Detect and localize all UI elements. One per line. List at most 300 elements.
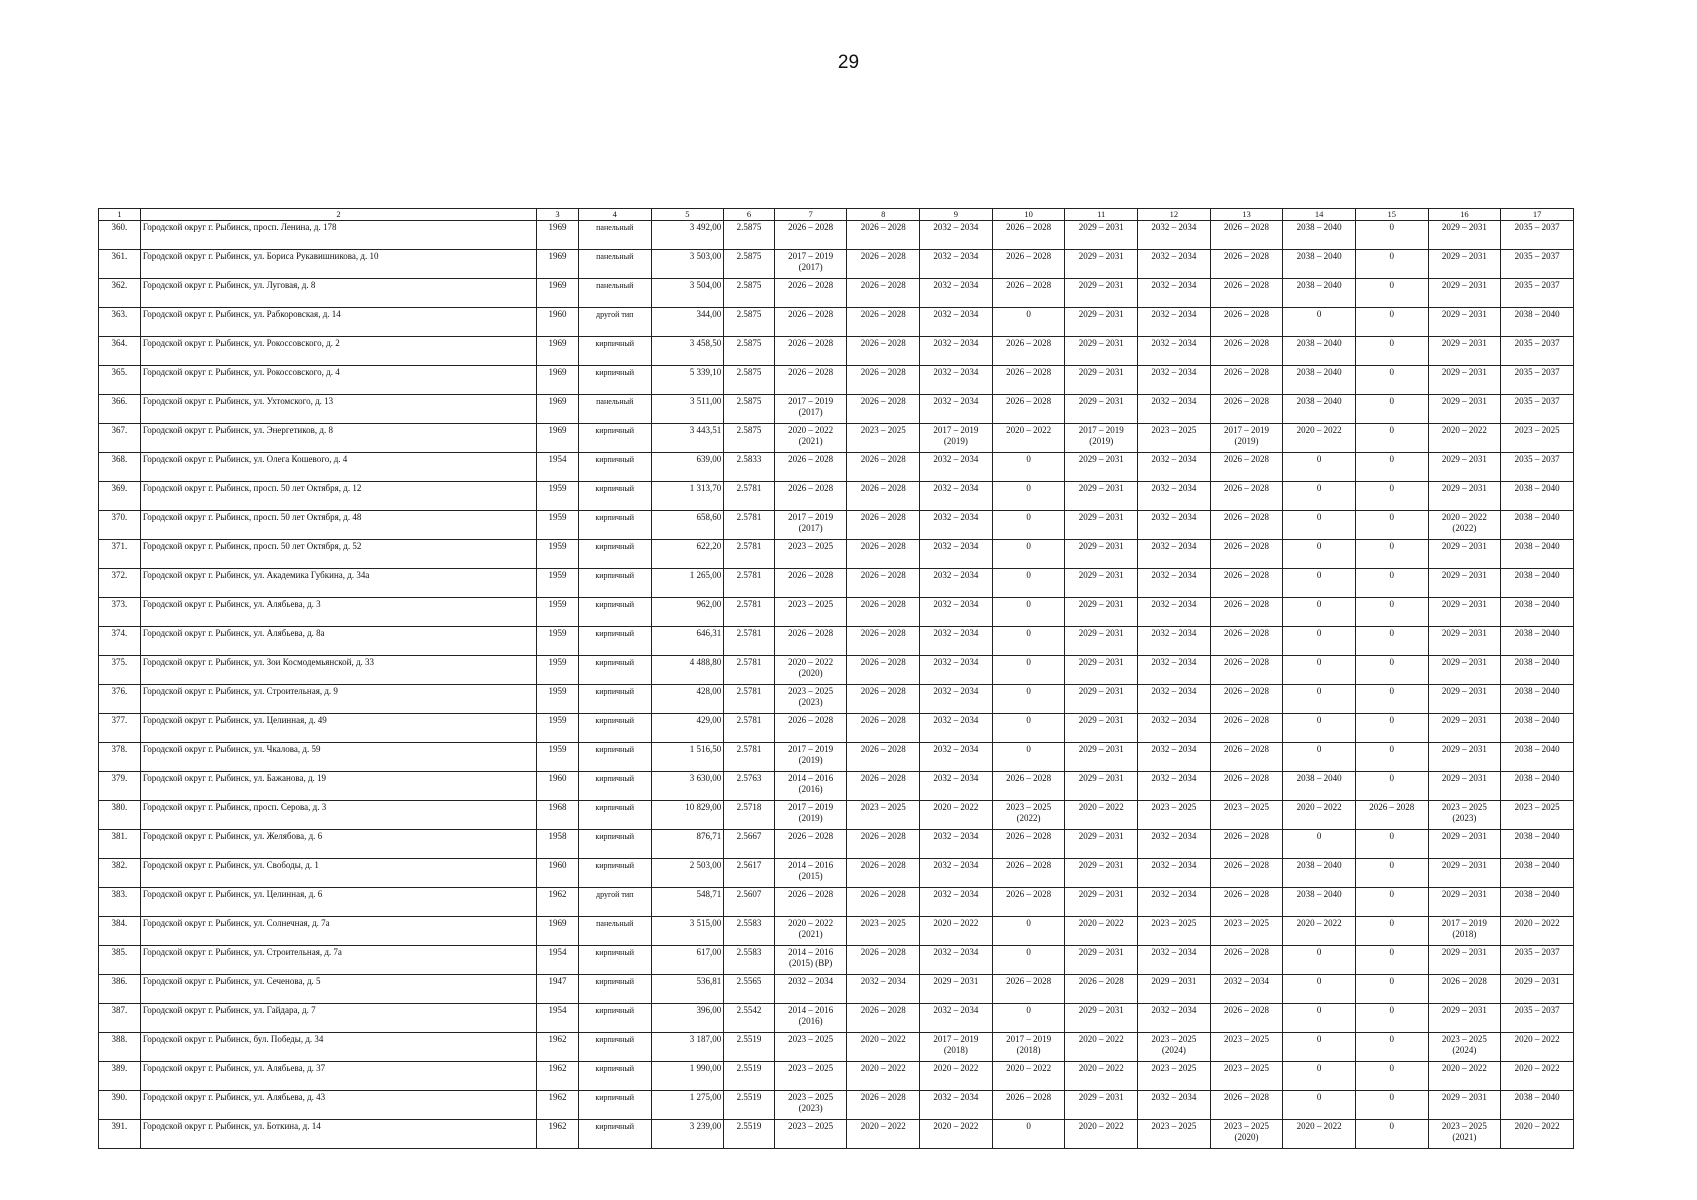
table-cell-col-4: кирпичный xyxy=(578,598,651,627)
table-cell-col-5: 2 503,00 xyxy=(651,859,724,888)
table-cell-col-4: кирпичный xyxy=(578,1004,651,1033)
table-cell-col-15: 0 xyxy=(1355,308,1428,337)
table-cell-col-12: 2032 – 2034 xyxy=(1138,250,1211,279)
table-cell-col-13: 2026 – 2028 xyxy=(1210,308,1283,337)
table-cell-col-16: 2029 – 2031 xyxy=(1428,279,1501,308)
table-cell-col-10: 2026 – 2028 xyxy=(992,975,1065,1004)
table-row xyxy=(99,250,1574,279)
table-cell-col-6: 2.5781 xyxy=(724,656,775,685)
table-cell-col-2: Городской округ г. Рыбинск, ул. Академика Губкина, д. 34а xyxy=(140,569,536,598)
table-cell-col-8: 2026 – 2028 xyxy=(847,453,920,482)
table-cell-col-4: панельный xyxy=(578,917,651,946)
table-cell-col-1: 361. xyxy=(99,250,141,279)
table-cell-col-17: 2038 – 2040 xyxy=(1501,308,1574,337)
table-cell-col-10: 2026 – 2028 xyxy=(992,888,1065,917)
table-cell-col-5: 5 339,10 xyxy=(651,366,724,395)
table-cell-col-4: кирпичный xyxy=(578,685,651,714)
table-cell-col-16: 2029 – 2031 xyxy=(1428,453,1501,482)
table-cell-col-6: 2.5875 xyxy=(724,395,775,424)
table-cell-col-9: 2032 – 2034 xyxy=(920,830,993,859)
table-row xyxy=(99,308,1574,337)
table-cell-col-4: кирпичный xyxy=(578,627,651,656)
table-cell-col-8: 2020 – 2022 xyxy=(847,1120,920,1149)
table-cell-col-17: 2038 – 2040 xyxy=(1501,772,1574,801)
table-cell-col-3: 1968 xyxy=(537,801,579,830)
table-cell-col-15: 0 xyxy=(1355,221,1428,250)
table-cell-col-3: 1962 xyxy=(537,1120,579,1149)
table-cell-col-12: 2032 – 2034 xyxy=(1138,888,1211,917)
table-cell-col-15: 0 xyxy=(1355,830,1428,859)
table-cell-col-14: 2020 – 2022 xyxy=(1283,424,1356,453)
table-cell-col-3: 1969 xyxy=(537,917,579,946)
table-cell-col-14: 2038 – 2040 xyxy=(1283,221,1356,250)
table-cell-col-15: 0 xyxy=(1355,714,1428,743)
table-cell-col-17: 2035 – 2037 xyxy=(1501,395,1574,424)
table-cell-col-10: 0 xyxy=(992,1120,1065,1149)
table-cell-col-6: 2.5519 xyxy=(724,1062,775,1091)
table-cell-col-16: 2017 – 2019 (2018) xyxy=(1428,917,1501,946)
table-cell-col-5: 3 458,50 xyxy=(651,337,724,366)
table-cell-col-8: 2026 – 2028 xyxy=(847,714,920,743)
table-cell-col-17: 2035 – 2037 xyxy=(1501,453,1574,482)
table-cell-col-11: 2029 – 2031 xyxy=(1065,685,1138,714)
table-cell-col-7: 2023 – 2025 xyxy=(774,1062,847,1091)
table-cell-col-16: 2029 – 2031 xyxy=(1428,569,1501,598)
table-cell-col-12: 2032 – 2034 xyxy=(1138,1004,1211,1033)
table-cell-col-7: 2032 – 2034 xyxy=(774,975,847,1004)
housing-registry-table xyxy=(98,208,1574,1149)
table-cell-col-16: 2029 – 2031 xyxy=(1428,1004,1501,1033)
table-cell-col-2: Городской округ г. Рыбинск, просп. Серова, д. 3 xyxy=(140,801,536,830)
table-cell-col-6: 2.5781 xyxy=(724,685,775,714)
table-cell-col-7: 2020 – 2022 (2021) xyxy=(774,917,847,946)
table-cell-col-11: 2029 – 2031 xyxy=(1065,221,1138,250)
table-cell-col-2: Городской округ г. Рыбинск, ул. Ухтомского, д. 13 xyxy=(140,395,536,424)
column-number-1: 1 xyxy=(99,209,141,221)
table-cell-col-1: 366. xyxy=(99,395,141,424)
table-cell-col-15: 0 xyxy=(1355,743,1428,772)
table-cell-col-13: 2026 – 2028 xyxy=(1210,743,1283,772)
table-cell-col-11: 2020 – 2022 xyxy=(1065,917,1138,946)
table-cell-col-2: Городской округ г. Рыбинск, ул. Целинная, д. 49 xyxy=(140,714,536,743)
table-cell-col-16: 2029 – 2031 xyxy=(1428,337,1501,366)
table-cell-col-2: Городской округ г. Рыбинск, ул. Свободы, д. 1 xyxy=(140,859,536,888)
table-cell-col-15: 0 xyxy=(1355,424,1428,453)
table-cell-col-8: 2020 – 2022 xyxy=(847,1062,920,1091)
table-cell-col-4: кирпичный xyxy=(578,743,651,772)
table-cell-col-3: 1959 xyxy=(537,627,579,656)
table-cell-col-6: 2.5781 xyxy=(724,569,775,598)
table-cell-col-6: 2.5875 xyxy=(724,250,775,279)
table-cell-col-13: 2026 – 2028 xyxy=(1210,511,1283,540)
table-cell-col-2: Городской округ г. Рыбинск, ул. Алябьева, д. 8а xyxy=(140,627,536,656)
table-cell-col-15: 0 xyxy=(1355,627,1428,656)
table-row xyxy=(99,685,1574,714)
table-cell-col-10: 2026 – 2028 xyxy=(992,279,1065,308)
table-cell-col-4: кирпичный xyxy=(578,1091,651,1120)
table-cell-col-2: Городской округ г. Рыбинск, ул. Бажанова, д. 19 xyxy=(140,772,536,801)
table-cell-col-2: Городской округ г. Рыбинск, просп. 50 лет Октября, д. 52 xyxy=(140,540,536,569)
table-cell-col-1: 362. xyxy=(99,279,141,308)
table-cell-col-9: 2032 – 2034 xyxy=(920,308,993,337)
table-cell-col-14: 2038 – 2040 xyxy=(1283,337,1356,366)
table-cell-col-4: кирпичный xyxy=(578,1120,651,1149)
table-cell-col-14: 0 xyxy=(1283,656,1356,685)
table-cell-col-12: 2032 – 2034 xyxy=(1138,685,1211,714)
table-cell-col-17: 2038 – 2040 xyxy=(1501,627,1574,656)
table-row xyxy=(99,859,1574,888)
table-cell-col-2: Городской округ г. Рыбинск, ул. Строительная, д. 7а xyxy=(140,946,536,975)
table-cell-col-13: 2026 – 2028 xyxy=(1210,221,1283,250)
table-body xyxy=(99,209,1574,1149)
table-row xyxy=(99,1033,1574,1062)
table-cell-col-8: 2026 – 2028 xyxy=(847,859,920,888)
table-cell-col-16: 2029 – 2031 xyxy=(1428,714,1501,743)
table-cell-col-1: 365. xyxy=(99,366,141,395)
table-cell-col-3: 1962 xyxy=(537,1033,579,1062)
table-cell-col-3: 1962 xyxy=(537,1091,579,1120)
table-cell-col-13: 2026 – 2028 xyxy=(1210,627,1283,656)
table-cell-col-13: 2026 – 2028 xyxy=(1210,395,1283,424)
table-cell-col-1: 367. xyxy=(99,424,141,453)
table-cell-col-10: 2017 – 2019 (2018) xyxy=(992,1033,1065,1062)
table-cell-col-1: 385. xyxy=(99,946,141,975)
table-cell-col-4: кирпичный xyxy=(578,714,651,743)
table-cell-col-11: 2029 – 2031 xyxy=(1065,946,1138,975)
table-cell-col-9: 2032 – 2034 xyxy=(920,366,993,395)
table-cell-col-1: 364. xyxy=(99,337,141,366)
table-cell-col-17: 2038 – 2040 xyxy=(1501,598,1574,627)
table-cell-col-2: Городской округ г. Рыбинск, ул. Зои Космодемьянской, д. 33 xyxy=(140,656,536,685)
table-cell-col-14: 0 xyxy=(1283,569,1356,598)
table-cell-col-6: 2.5617 xyxy=(724,859,775,888)
table-row xyxy=(99,569,1574,598)
table-cell-col-4: кирпичный xyxy=(578,1033,651,1062)
table-cell-col-8: 2026 – 2028 xyxy=(847,250,920,279)
table-cell-col-17: 2029 – 2031 xyxy=(1501,975,1574,1004)
table-cell-col-3: 1959 xyxy=(537,540,579,569)
table-cell-col-16: 2023 – 2025 (2023) xyxy=(1428,801,1501,830)
table-cell-col-8: 2026 – 2028 xyxy=(847,569,920,598)
table-cell-col-5: 3 630,00 xyxy=(651,772,724,801)
table-cell-col-16: 2029 – 2031 xyxy=(1428,540,1501,569)
table-cell-col-1: 378. xyxy=(99,743,141,772)
table-row xyxy=(99,888,1574,917)
table-cell-col-12: 2032 – 2034 xyxy=(1138,395,1211,424)
table-cell-col-6: 2.5718 xyxy=(724,801,775,830)
table-cell-col-13: 2026 – 2028 xyxy=(1210,279,1283,308)
table-cell-col-5: 396,00 xyxy=(651,1004,724,1033)
table-cell-col-5: 3 511,00 xyxy=(651,395,724,424)
table-cell-col-14: 0 xyxy=(1283,598,1356,627)
table-cell-col-6: 2.5833 xyxy=(724,453,775,482)
table-cell-col-10: 0 xyxy=(992,511,1065,540)
table-cell-col-2: Городской округ г. Рыбинск, ул. Бориса Рукавишникова, д. 10 xyxy=(140,250,536,279)
table-row xyxy=(99,714,1574,743)
table-cell-col-1: 368. xyxy=(99,453,141,482)
table-cell-col-12: 2023 – 2025 xyxy=(1138,801,1211,830)
table-cell-col-9: 2032 – 2034 xyxy=(920,598,993,627)
table-cell-col-2: Городской округ г. Рыбинск, ул. Алябьева, д. 3 xyxy=(140,598,536,627)
table-cell-col-7: 2017 – 2019 (2017) xyxy=(774,511,847,540)
table-cell-col-12: 2023 – 2025 xyxy=(1138,917,1211,946)
table-cell-col-11: 2029 – 2031 xyxy=(1065,859,1138,888)
table-cell-col-13: 2026 – 2028 xyxy=(1210,569,1283,598)
table-cell-col-17: 2038 – 2040 xyxy=(1501,714,1574,743)
table-cell-col-17: 2038 – 2040 xyxy=(1501,859,1574,888)
table-cell-col-3: 1959 xyxy=(537,743,579,772)
table-cell-col-7: 2026 – 2028 xyxy=(774,569,847,598)
table-cell-col-1: 391. xyxy=(99,1120,141,1149)
table-cell-col-8: 2026 – 2028 xyxy=(847,830,920,859)
table-cell-col-4: кирпичный xyxy=(578,830,651,859)
table-cell-col-11: 2020 – 2022 xyxy=(1065,1062,1138,1091)
table-cell-col-1: 389. xyxy=(99,1062,141,1091)
table-cell-col-7: 2020 – 2022 (2021) xyxy=(774,424,847,453)
table-cell-col-13: 2026 – 2028 xyxy=(1210,685,1283,714)
table-cell-col-6: 2.5875 xyxy=(724,221,775,250)
table-cell-col-16: 2029 – 2031 xyxy=(1428,482,1501,511)
table-cell-col-17: 2038 – 2040 xyxy=(1501,540,1574,569)
table-cell-col-14: 2038 – 2040 xyxy=(1283,366,1356,395)
table-cell-col-3: 1969 xyxy=(537,366,579,395)
table-cell-col-10: 0 xyxy=(992,656,1065,685)
table-cell-col-5: 646,31 xyxy=(651,627,724,656)
table-cell-col-2: Городской округ г. Рыбинск, ул. Сеченова, д. 5 xyxy=(140,975,536,1004)
table-cell-col-13: 2026 – 2028 xyxy=(1210,453,1283,482)
table-cell-col-13: 2026 – 2028 xyxy=(1210,337,1283,366)
table-cell-col-1: 369. xyxy=(99,482,141,511)
table-cell-col-7: 2026 – 2028 xyxy=(774,888,847,917)
table-cell-col-13: 2026 – 2028 xyxy=(1210,772,1283,801)
table-cell-col-2: Городской округ г. Рыбинск, ул. Боткина, д. 14 xyxy=(140,1120,536,1149)
table-cell-col-15: 0 xyxy=(1355,250,1428,279)
table-cell-col-7: 2023 – 2025 xyxy=(774,1033,847,1062)
table-cell-col-2: Городской округ г. Рыбинск, ул. Алябьева, д. 37 xyxy=(140,1062,536,1091)
table-cell-col-11: 2029 – 2031 xyxy=(1065,511,1138,540)
table-cell-col-12: 2032 – 2034 xyxy=(1138,946,1211,975)
table-cell-col-9: 2032 – 2034 xyxy=(920,482,993,511)
table-cell-col-17: 2038 – 2040 xyxy=(1501,685,1574,714)
table-cell-col-9: 2032 – 2034 xyxy=(920,395,993,424)
table-cell-col-14: 2020 – 2022 xyxy=(1283,917,1356,946)
table-cell-col-10: 2026 – 2028 xyxy=(992,859,1065,888)
table-cell-col-2: Городской округ г. Рыбинск, ул. Солнечная, д. 7а xyxy=(140,917,536,946)
table-cell-col-8: 2026 – 2028 xyxy=(847,511,920,540)
table-cell-col-14: 2038 – 2040 xyxy=(1283,888,1356,917)
table-cell-col-6: 2.5667 xyxy=(724,830,775,859)
table-cell-col-15: 0 xyxy=(1355,917,1428,946)
table-cell-col-17: 2020 – 2022 xyxy=(1501,1062,1574,1091)
table-cell-col-11: 2020 – 2022 xyxy=(1065,801,1138,830)
table-cell-col-17: 2038 – 2040 xyxy=(1501,830,1574,859)
table-row xyxy=(99,511,1574,540)
table-cell-col-9: 2032 – 2034 xyxy=(920,279,993,308)
table-cell-col-6: 2.5519 xyxy=(724,1033,775,1062)
table-cell-col-9: 2032 – 2034 xyxy=(920,859,993,888)
table-cell-col-4: кирпичный xyxy=(578,1062,651,1091)
table-cell-col-1: 384. xyxy=(99,917,141,946)
table-cell-col-10: 2026 – 2028 xyxy=(992,830,1065,859)
table-cell-col-7: 2026 – 2028 xyxy=(774,714,847,743)
table-cell-col-1: 386. xyxy=(99,975,141,1004)
table-cell-col-3: 1969 xyxy=(537,395,579,424)
table-cell-col-4: другой тип xyxy=(578,888,651,917)
table-cell-col-3: 1959 xyxy=(537,598,579,627)
table-cell-col-6: 2.5875 xyxy=(724,308,775,337)
table-cell-col-5: 3 503,00 xyxy=(651,250,724,279)
table-cell-col-8: 2026 – 2028 xyxy=(847,685,920,714)
table-cell-col-14: 0 xyxy=(1283,1004,1356,1033)
table-cell-col-8: 2023 – 2025 xyxy=(847,917,920,946)
table-cell-col-8: 2026 – 2028 xyxy=(847,395,920,424)
table-cell-col-11: 2029 – 2031 xyxy=(1065,743,1138,772)
table-cell-col-7: 2014 – 2016 (2016) xyxy=(774,772,847,801)
column-number-9: 9 xyxy=(920,209,993,221)
table-cell-col-9: 2032 – 2034 xyxy=(920,772,993,801)
table-cell-col-11: 2029 – 2031 xyxy=(1065,888,1138,917)
table-cell-col-9: 2032 – 2034 xyxy=(920,453,993,482)
table-cell-col-5: 344,00 xyxy=(651,308,724,337)
table-cell-col-15: 0 xyxy=(1355,337,1428,366)
table-cell-col-9: 2017 – 2019 (2019) xyxy=(920,424,993,453)
table-cell-col-17: 2035 – 2037 xyxy=(1501,946,1574,975)
table-cell-col-11: 2029 – 2031 xyxy=(1065,337,1138,366)
table-cell-col-3: 1969 xyxy=(537,221,579,250)
table-row xyxy=(99,917,1574,946)
table-cell-col-2: Городской округ г. Рыбинск, бул. Победы, д. 34 xyxy=(140,1033,536,1062)
table-cell-col-12: 2029 – 2031 xyxy=(1138,975,1211,1004)
table-cell-col-8: 2026 – 2028 xyxy=(847,772,920,801)
table-cell-col-10: 2026 – 2028 xyxy=(992,221,1065,250)
table-cell-col-16: 2029 – 2031 xyxy=(1428,598,1501,627)
table-cell-col-12: 2032 – 2034 xyxy=(1138,743,1211,772)
table-cell-col-17: 2035 – 2037 xyxy=(1501,1004,1574,1033)
column-number-8: 8 xyxy=(847,209,920,221)
table-cell-col-7: 2026 – 2028 xyxy=(774,279,847,308)
table-cell-col-14: 0 xyxy=(1283,511,1356,540)
table-cell-col-8: 2026 – 2028 xyxy=(847,1004,920,1033)
table-cell-col-6: 2.5519 xyxy=(724,1091,775,1120)
table-cell-col-2: Городской округ г. Рыбинск, ул. Рабкоровская, д. 14 xyxy=(140,308,536,337)
table-cell-col-2: Городской округ г. Рыбинск, ул. Рокоссовского, д. 2 xyxy=(140,337,536,366)
table-cell-col-14: 2038 – 2040 xyxy=(1283,859,1356,888)
column-number-13: 13 xyxy=(1210,209,1283,221)
table-cell-col-6: 2.5583 xyxy=(724,917,775,946)
table-cell-col-14: 2020 – 2022 xyxy=(1283,1120,1356,1149)
table-cell-col-9: 2020 – 2022 xyxy=(920,1120,993,1149)
table-cell-col-4: кирпичный xyxy=(578,453,651,482)
table-cell-col-15: 0 xyxy=(1355,975,1428,1004)
table-cell-col-15: 0 xyxy=(1355,279,1428,308)
table-cell-col-14: 0 xyxy=(1283,685,1356,714)
table-cell-col-2: Городской округ г. Рыбинск, ул. Олега Кошевого, д. 4 xyxy=(140,453,536,482)
table-cell-col-5: 548,71 xyxy=(651,888,724,917)
table-cell-col-13: 2023 – 2025 (2020) xyxy=(1210,1120,1283,1149)
table-cell-col-4: кирпичный xyxy=(578,482,651,511)
table-cell-col-8: 2026 – 2028 xyxy=(847,888,920,917)
table-cell-col-4: другой тип xyxy=(578,308,651,337)
table-cell-col-13: 2026 – 2028 xyxy=(1210,1091,1283,1120)
table-cell-col-5: 3 239,00 xyxy=(651,1120,724,1149)
table-row xyxy=(99,337,1574,366)
table-cell-col-6: 2.5781 xyxy=(724,743,775,772)
table-cell-col-12: 2032 – 2034 xyxy=(1138,366,1211,395)
table-cell-col-7: 2017 – 2019 (2019) xyxy=(774,801,847,830)
table-cell-col-14: 0 xyxy=(1283,946,1356,975)
table-cell-col-10: 0 xyxy=(992,482,1065,511)
table-cell-col-12: 2032 – 2034 xyxy=(1138,540,1211,569)
table-row xyxy=(99,830,1574,859)
table-row xyxy=(99,540,1574,569)
table-cell-col-9: 2032 – 2034 xyxy=(920,685,993,714)
table-cell-col-3: 1969 xyxy=(537,424,579,453)
table-cell-col-15: 0 xyxy=(1355,453,1428,482)
table-cell-col-11: 2029 – 2031 xyxy=(1065,1004,1138,1033)
table-cell-col-10: 2026 – 2028 xyxy=(992,337,1065,366)
table-cell-col-1: 374. xyxy=(99,627,141,656)
table-cell-col-3: 1959 xyxy=(537,685,579,714)
table-cell-col-15: 0 xyxy=(1355,859,1428,888)
table-cell-col-6: 2.5875 xyxy=(724,279,775,308)
table-cell-col-9: 2032 – 2034 xyxy=(920,1004,993,1033)
table-cell-col-17: 2020 – 2022 xyxy=(1501,1033,1574,1062)
table-cell-col-5: 622,20 xyxy=(651,540,724,569)
table-cell-col-10: 0 xyxy=(992,453,1065,482)
table-cell-col-11: 2020 – 2022 xyxy=(1065,1033,1138,1062)
table-cell-col-7: 2026 – 2028 xyxy=(774,627,847,656)
table-cell-col-3: 1960 xyxy=(537,772,579,801)
table-cell-col-7: 2014 – 2016 (2016) xyxy=(774,1004,847,1033)
table-cell-col-11: 2029 – 2031 xyxy=(1065,395,1138,424)
table-cell-col-16: 2029 – 2031 xyxy=(1428,888,1501,917)
table-row xyxy=(99,598,1574,627)
table-cell-col-9: 2032 – 2034 xyxy=(920,656,993,685)
table-cell-col-11: 2029 – 2031 xyxy=(1065,1091,1138,1120)
table-cell-col-10: 2020 – 2022 xyxy=(992,424,1065,453)
table-cell-col-16: 2029 – 2031 xyxy=(1428,830,1501,859)
table-cell-col-8: 2023 – 2025 xyxy=(847,424,920,453)
table-cell-col-17: 2038 – 2040 xyxy=(1501,482,1574,511)
table-cell-col-4: кирпичный xyxy=(578,859,651,888)
table-row xyxy=(99,453,1574,482)
table-cell-col-6: 2.5875 xyxy=(724,424,775,453)
table-cell-col-13: 2032 – 2034 xyxy=(1210,975,1283,1004)
table-cell-col-5: 428,00 xyxy=(651,685,724,714)
column-number-3: 3 xyxy=(537,209,579,221)
table-row xyxy=(99,482,1574,511)
table-cell-col-11: 2029 – 2031 xyxy=(1065,569,1138,598)
table-cell-col-10: 0 xyxy=(992,946,1065,975)
table-cell-col-6: 2.5583 xyxy=(724,946,775,975)
table-cell-col-1: 370. xyxy=(99,511,141,540)
table-cell-col-1: 380. xyxy=(99,801,141,830)
table-cell-col-9: 2032 – 2034 xyxy=(920,221,993,250)
table-cell-col-13: 2026 – 2028 xyxy=(1210,482,1283,511)
table-cell-col-9: 2032 – 2034 xyxy=(920,511,993,540)
table-cell-col-15: 0 xyxy=(1355,511,1428,540)
table-cell-col-15: 0 xyxy=(1355,656,1428,685)
table-cell-col-5: 10 829,00 xyxy=(651,801,724,830)
table-cell-col-9: 2032 – 2034 xyxy=(920,569,993,598)
table-cell-col-16: 2020 – 2022 xyxy=(1428,424,1501,453)
table-cell-col-1: 363. xyxy=(99,308,141,337)
table-cell-col-10: 2026 – 2028 xyxy=(992,366,1065,395)
table-cell-col-5: 1 313,70 xyxy=(651,482,724,511)
table-cell-col-12: 2032 – 2034 xyxy=(1138,221,1211,250)
table-cell-col-15: 0 xyxy=(1355,946,1428,975)
table-cell-col-9: 2032 – 2034 xyxy=(920,250,993,279)
